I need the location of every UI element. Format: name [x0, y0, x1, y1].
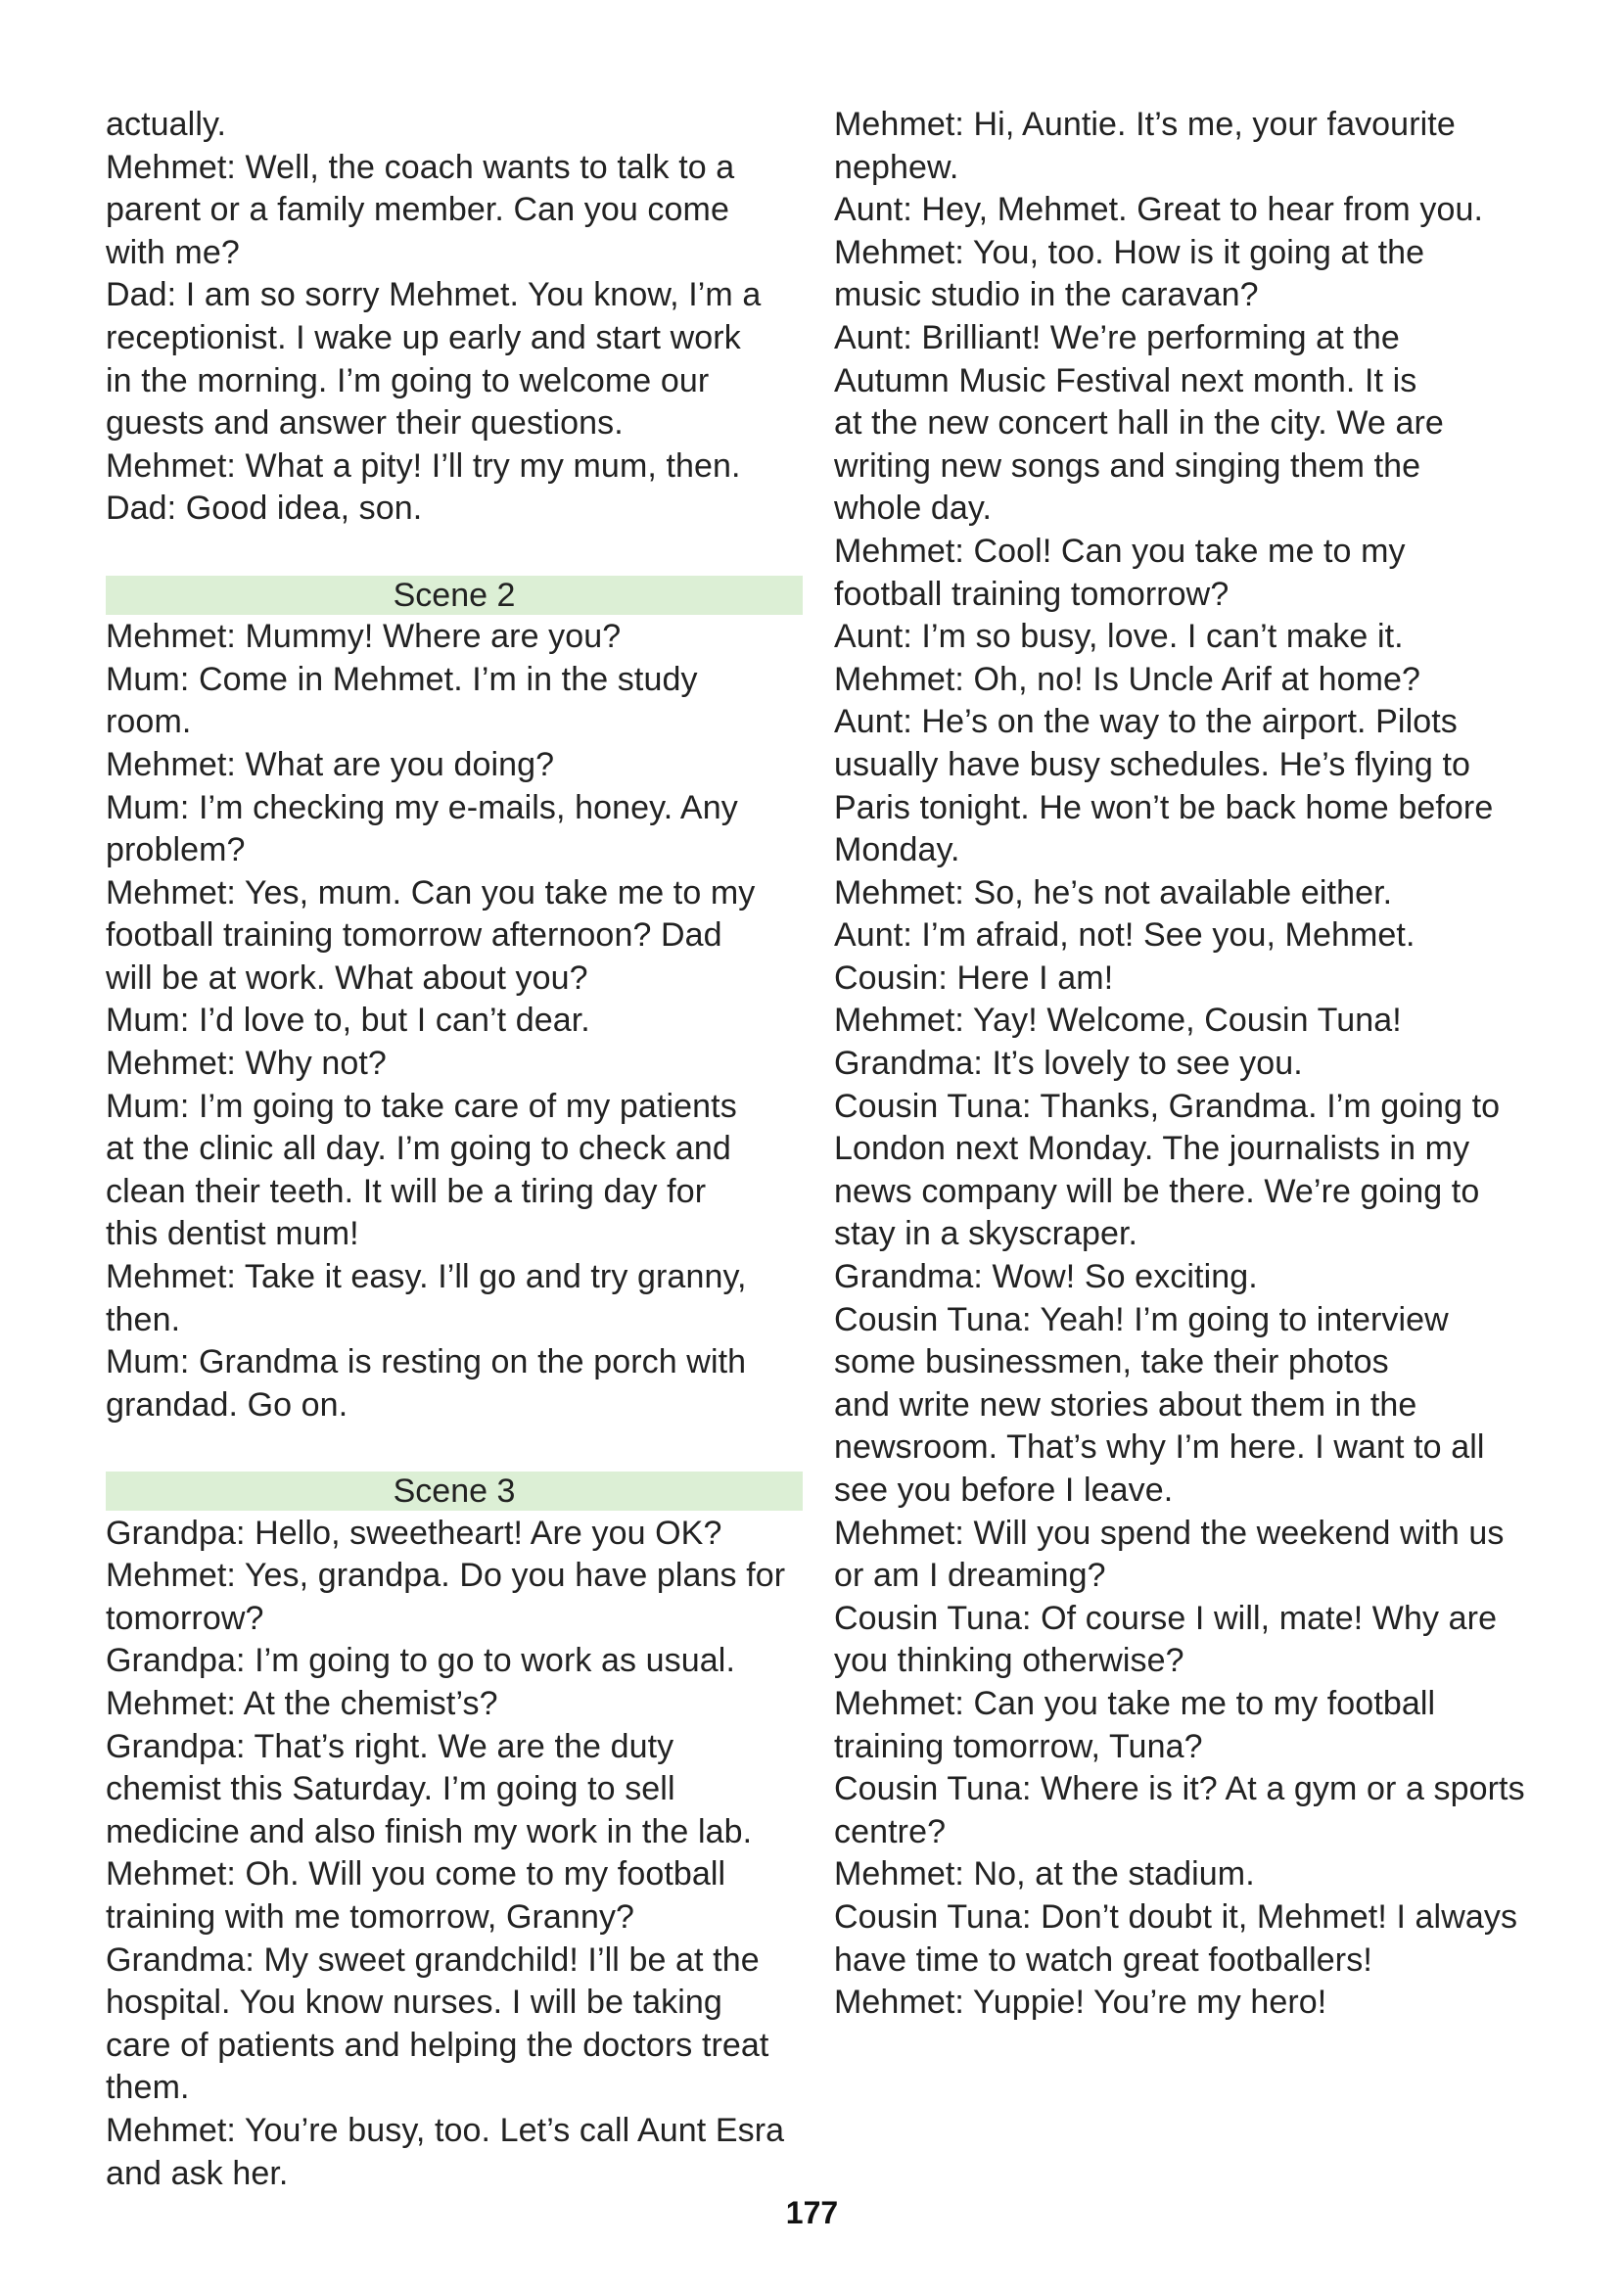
- dialogue-line: news company will be there. We’re going to: [834, 1172, 1480, 1210]
- dialogue-line: room.: [106, 703, 192, 741]
- dialogue-line: Cousin Tuna: Where is it? At a gym or a sports: [834, 1770, 1525, 1808]
- dialogue-line: Mehmet: Yes, mum. Can you take me to my: [106, 873, 756, 912]
- dialogue-line: Cousin: Here I am!: [834, 958, 1114, 997]
- dialogue-line: them.: [106, 2069, 190, 2107]
- dialogue-line: nephew.: [834, 148, 959, 186]
- dialogue-line: Mum: I’m checking my e-mails, honey. Any: [106, 788, 738, 826]
- dialogue-line: Mehmet: You, too. How is it going at the: [834, 233, 1425, 271]
- dialogue-line: Mehmet: Hi, Auntie. It’s me, your favourite: [834, 106, 1456, 143]
- dialogue-line: Paris tonight. He won’t be back home before: [834, 788, 1494, 826]
- dialogue-line: football training tomorrow?: [834, 575, 1230, 613]
- dialogue-line: Mehmet: You’re busy, too. Let’s call Aunt Esra: [106, 2111, 785, 2149]
- dialogue-line: will be at work. What about you?: [106, 958, 588, 997]
- dialogue-line: Monday.: [834, 831, 960, 869]
- spacer: [106, 1426, 803, 1470]
- dialogue-line: tomorrow?: [106, 1599, 264, 1637]
- dialogue-line: Mum: I’d love to, but I can’t dear.: [106, 1002, 590, 1040]
- dialogue-line: guests and answer their questions.: [106, 404, 624, 443]
- dialogue-line: music studio in the caravan?: [834, 276, 1259, 314]
- dialogue-line: Mehmet: Can you take me to my football: [834, 1684, 1436, 1722]
- left-column: [106, 104, 803, 2195]
- dialogue-line: you thinking otherwise?: [834, 1642, 1184, 1680]
- scene-2-heading: Scene 2: [106, 576, 803, 615]
- dialogue-line: in the morning. I’m going to welcome our: [106, 361, 710, 399]
- dialogue-block-intro: [106, 104, 803, 531]
- dialogue-block-scene-2: [106, 616, 803, 1426]
- dialogue-line: Mum: Come in Mehmet. I’m in the study: [106, 660, 698, 698]
- dialogue-line: chemist this Saturday. I’m going to sell: [106, 1770, 675, 1808]
- dialogue-line: whole day.: [834, 490, 993, 528]
- dialogue-line: parent or a family member. Can you come: [106, 191, 729, 229]
- dialogue-line: at the clinic all day. I’m going to check and: [106, 1130, 731, 1168]
- dialogue-line: care of patients and helping the doctors treat: [106, 2026, 769, 2064]
- dialogue-line: grandad. Go on.: [106, 1385, 348, 1424]
- dialogue-line: Mehmet: Yuppie! You’re my hero!: [834, 1984, 1327, 2022]
- dialogue-line: and write new stories about them in the: [834, 1385, 1417, 1424]
- dialogue-line: Mehmet: At the chemist’s?: [106, 1684, 498, 1722]
- dialogue-line: Mehmet: Yay! Welcome, Cousin Tuna!: [834, 1002, 1402, 1040]
- dialogue-line: Mehmet: Why not?: [106, 1045, 387, 1083]
- dialogue-line: problem?: [106, 831, 246, 869]
- dialogue-line: Autumn Music Festival next month. It is: [834, 361, 1417, 399]
- dialogue-line: writing new songs and singing them the: [834, 446, 1421, 485]
- dialogue-line: Mehmet: So, he’s not available either.: [834, 873, 1393, 912]
- dialogue-line: usually have busy schedules. He’s flying to: [834, 745, 1471, 783]
- dialogue-line: Mehmet: Oh. Will you come to my football: [106, 1855, 726, 1894]
- dialogue-line: Cousin Tuna: Don’t doubt it, Mehmet! I always: [834, 1897, 1518, 1936]
- dialogue-line: Grandpa: I’m going to go to work as usual.: [106, 1642, 735, 1680]
- spacer: [106, 531, 803, 574]
- dialogue-line: hospital. You know nurses. I will be taking: [106, 1984, 722, 2022]
- dialogue-line: London next Monday. The journalists in my: [834, 1130, 1470, 1168]
- dialogue-line: Grandpa: Hello, sweetheart! Are you OK?: [106, 1514, 722, 1552]
- dialogue-line: Mum: I’m going to take care of my patients: [106, 1087, 737, 1125]
- dialogue-line: Aunt: He’s on the way to the airport. Pilots: [834, 703, 1458, 741]
- page-number: 177: [785, 2195, 839, 2230]
- dialogue-line: this dentist mum!: [106, 1215, 359, 1253]
- dialogue-line: Cousin Tuna: Of course I will, mate! Why are: [834, 1599, 1498, 1637]
- dialogue-line: training with me tomorrow, Granny?: [106, 1897, 635, 1936]
- dialogue-line: Mehmet: Oh, no! Is Uncle Arif at home?: [834, 660, 1421, 698]
- dialogue-line: Grandma: My sweet grandchild! I’ll be at the: [106, 1940, 760, 1979]
- dialogue-line: Mehmet: Take it easy. I’ll go and try granny,: [106, 1258, 747, 1296]
- dialogue-line: Mehmet: Mummy! Where are you?: [106, 618, 622, 656]
- scene-3-heading: Scene 3: [106, 1472, 803, 1511]
- dialogue-line: Mehmet: Cool! Can you take me to my: [834, 532, 1406, 570]
- dialogue-line: Aunt: Hey, Mehmet. Great to hear from you.: [834, 191, 1484, 229]
- dialogue-line: Aunt: Brilliant! We’re performing at the: [834, 318, 1400, 356]
- dialogue-line: then.: [106, 1300, 181, 1338]
- dialogue-block-scene-3: [106, 1513, 803, 2196]
- dialogue-line: see you before I leave.: [834, 1472, 1174, 1509]
- dialogue-line: Mehmet: What are you doing?: [106, 745, 555, 783]
- dialogue-line: newsroom. That’s why I’m here. I want to all: [834, 1428, 1485, 1467]
- dialogue-line: have time to watch great footballers!: [834, 1940, 1372, 1979]
- dialogue-line: Grandpa: That’s right. We are the duty: [106, 1727, 674, 1765]
- dialogue-line: football training tomorrow afternoon? Dad: [106, 916, 722, 955]
- dialogue-line: Mehmet: Yes, grandpa. Do you have plans for: [106, 1557, 786, 1595]
- dialogue-line: Cousin Tuna: Yeah! I’m going to interview: [834, 1300, 1449, 1338]
- dialogue-line: Grandma: It’s lovely to see you.: [834, 1045, 1303, 1083]
- dialogue-line: receptionist. I wake up early and start work: [106, 318, 741, 356]
- dialogue-line: Aunt: I’m so busy, love. I can’t make it.: [834, 618, 1404, 656]
- dialogue-line: Cousin Tuna: Thanks, Grandma. I’m going to: [834, 1087, 1501, 1125]
- dialogue-line: centre?: [834, 1812, 947, 1850]
- dialogue-line: Mehmet: No, at the stadium.: [834, 1855, 1255, 1894]
- dialogue-line: Dad: Good idea, son.: [106, 490, 423, 528]
- dialogue-line: and ask her.: [106, 2154, 289, 2192]
- right-column: [834, 104, 1539, 2025]
- dialogue-line: medicine and also finish my work in the lab.: [106, 1812, 753, 1850]
- dialogue-line: with me?: [106, 233, 240, 271]
- dialogue-line: Aunt: I’m afraid, not! See you, Mehmet.: [834, 916, 1415, 955]
- dialogue-line: Mum: Grandma is resting on the porch with: [106, 1343, 747, 1381]
- dialogue-line: stay in a skyscraper.: [834, 1215, 1138, 1253]
- dialogue-line: Dad: I am so sorry Mehmet. You know, I’m a: [106, 276, 762, 314]
- dialogue-line: actually.: [106, 106, 227, 143]
- dialogue-line: clean their teeth. It will be a tiring day for: [106, 1172, 707, 1210]
- dialogue-line: some businessmen, take their photos: [834, 1343, 1389, 1381]
- dialogue-line: or am I dreaming?: [834, 1557, 1106, 1595]
- dialogue-line: Mehmet: Well, the coach wants to talk to a: [106, 148, 735, 186]
- dialogue-line: at the new concert hall in the city. We are: [834, 404, 1444, 443]
- dialogue-line: training tomorrow, Tuna?: [834, 1727, 1203, 1765]
- dialogue-line: Grandma: Wow! So exciting.: [834, 1258, 1258, 1296]
- dialogue-line: Mehmet: What a pity! I’ll try my mum, then.: [106, 446, 741, 485]
- dialogue-line: Mehmet: Will you spend the weekend with us: [834, 1514, 1505, 1552]
